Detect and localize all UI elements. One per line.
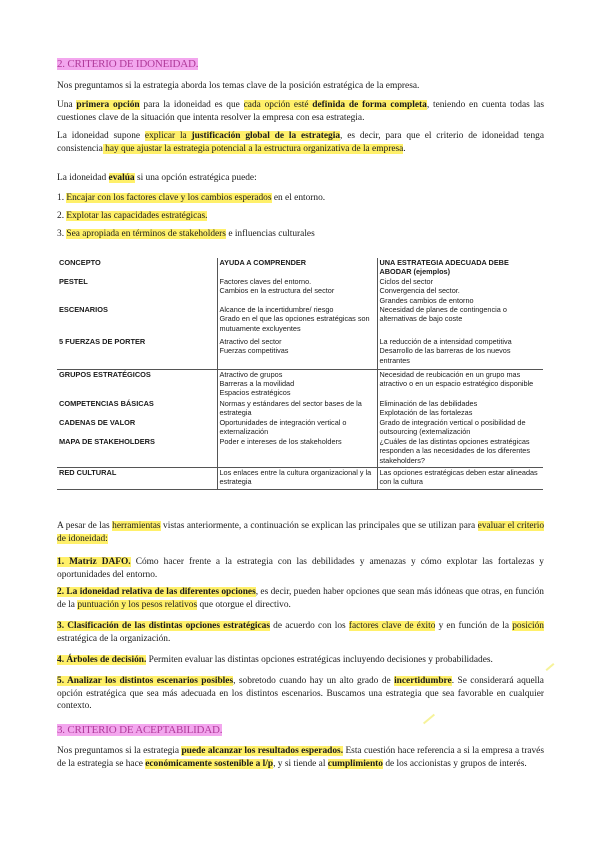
tool-clasificacion: 3. Clasificación de las distintas opciones estratégicas de acuerdo con los factores clave de éxito y en función de la posición estratégica de la organización. xyxy=(57,621,544,644)
table-row: RED CULTURAL Los enlaces entre la cultura organizacional y la estrategia Las opciones estratégicas deben estar alineadas con la cultura xyxy=(57,467,543,489)
paragraph-primera-opcion: Una primera opción para la idoneidad es que cada opción esté definida de forma completa, teniendo en cuenta todas las cuestiones clave de la situación que intenta resolver la empresa con esa estrategia. xyxy=(57,100,544,123)
header-ayuda: AYUDA A COMPRENDER xyxy=(217,258,377,277)
table-row: GRUPOS ESTRATÉGICOS Atractivo de grupos Barreras a la movilidad Espacios estratégicos Necesidad de reubicación en un grupo mas atractivo o en un espacio estratégico disponible xyxy=(57,369,543,399)
list-item-stakeholders: 3. Sea apropiada en términos de stakeholders e influencias culturales xyxy=(57,229,315,239)
list-item-encajar: 1. Encajar con los factores clave y los cambios esperados en el entorno. xyxy=(57,193,326,203)
header-concepto: CONCEPTO xyxy=(59,258,101,267)
section-heading-aceptabilidad xyxy=(57,724,544,737)
paragraph-aceptabilidad: Nos preguntamos si la estrategia puede alcanzar los resultados esperados. Esta cuestión hace referencia a si la empresa a través de la estrategia se hace económicamente sostenible a l/p, y si tiende al cumplimiento de los accionistas y grupos de interés. xyxy=(57,746,544,769)
table-row: 5 FUERZAS DE PORTER Atractivo del sector Fuerzas competitivas La reducción de a intensidad competitiva Desarrollo de las barreras de los nuevos entrantes xyxy=(57,337,543,369)
tool-idoneidad-relativa: 2. La idoneidad relativa de las diferentes opciones, es decir, pueden haber opciones que sean más idóneas que otras, en función de la puntuación y los pesos relativos que otorgue el directivo. xyxy=(57,587,544,610)
header-estrategia: UNA ESTRATEGIA ADECUADA DEBE ABODAR (ejemplos) xyxy=(377,258,543,277)
table-row: CADENAS DE VALOR Oportunidades de integración vertical o externalización Grado de integración vertical o posibilidad de outsourcing (externalización xyxy=(57,418,543,437)
table-header-row xyxy=(57,258,543,277)
section-heading-idoneidad xyxy=(57,58,544,71)
paragraph-herramientas: A pesar de las herramientas vistas anteriormente, a continuación se explican las principales que se utilizan para evaluar el criterio de idoneidad: xyxy=(57,521,545,544)
tool-escenarios: 5. Analizar los distintos escenarios posibles, sobretodo cuando hay un alto grado de incertidumbre. Se considerará aquella opción estratégica que sea más adecuada en los distintos escenarios. Buscamos una estrategia que sea favorable en cualquier contexto. xyxy=(57,676,544,711)
highlighter-stray-mark xyxy=(423,714,435,725)
list-item-explotar: 2. Explotar las capacidades estratégicas. xyxy=(57,211,208,221)
table-row: MAPA DE STAKEHOLDERS Poder e intereses de los stakeholders ¿Cuáles de las distintas opciones estratégicas responden a las necesidades de los diferentes stakeholders? xyxy=(57,437,543,467)
table-row: ESCENARIOS Alcance de la incertidumbre/ riesgo Grado en el que las opciones estratégicas son mutuamente excluyentes Necesidad de planes de contingencia o alternativas de bajo coste xyxy=(57,305,543,337)
tool-arboles: 4. Árboles de decisión. Permiten evaluar las distintas opciones estratégicas incluyendo decisiones y probabilidades. xyxy=(57,655,493,665)
intro-paragraph: Nos preguntamos si la estrategia aborda los temas clave de la posición estratégica de la empresa. xyxy=(57,81,420,91)
paragraph-idoneidad-supone: La idoneidad supone explicar la justificación global de la estrategia, es decir, para que el criterio de idoneidad tenga consistencia hay que ajustar la estrategia potencial a la estructura organizativa de la empresa. xyxy=(57,131,544,154)
highlighter-stray-mark xyxy=(546,663,555,671)
heading-text: 3. CRITERIO DE ACEPTABILIDAD. xyxy=(57,724,223,736)
table-row: COMPETENCIAS BÁSICAS Normas y estándares del sector bases de la estrategia Eliminación de las debilidades Explotación de las fortalezas xyxy=(57,399,543,418)
criteria-table xyxy=(57,258,543,490)
heading-text: 2. CRITERIO DE IDONEIDAD. xyxy=(57,58,199,70)
paragraph-evalua: La idoneidad evalúa si una opción estratégica puede: xyxy=(57,173,257,183)
tool-dafo: 1. Matriz DAFO. Cómo hacer frente a la estrategia con las debilidades y amenazas y cómo explotar las fortalezas y oportunidades del entorno. xyxy=(57,557,544,580)
table-row: PESTEL Factores claves del entorno. Cambios en la estructura del sector Ciclos del sector Convergencia del sector. Grandes cambios de entorno xyxy=(57,277,543,305)
